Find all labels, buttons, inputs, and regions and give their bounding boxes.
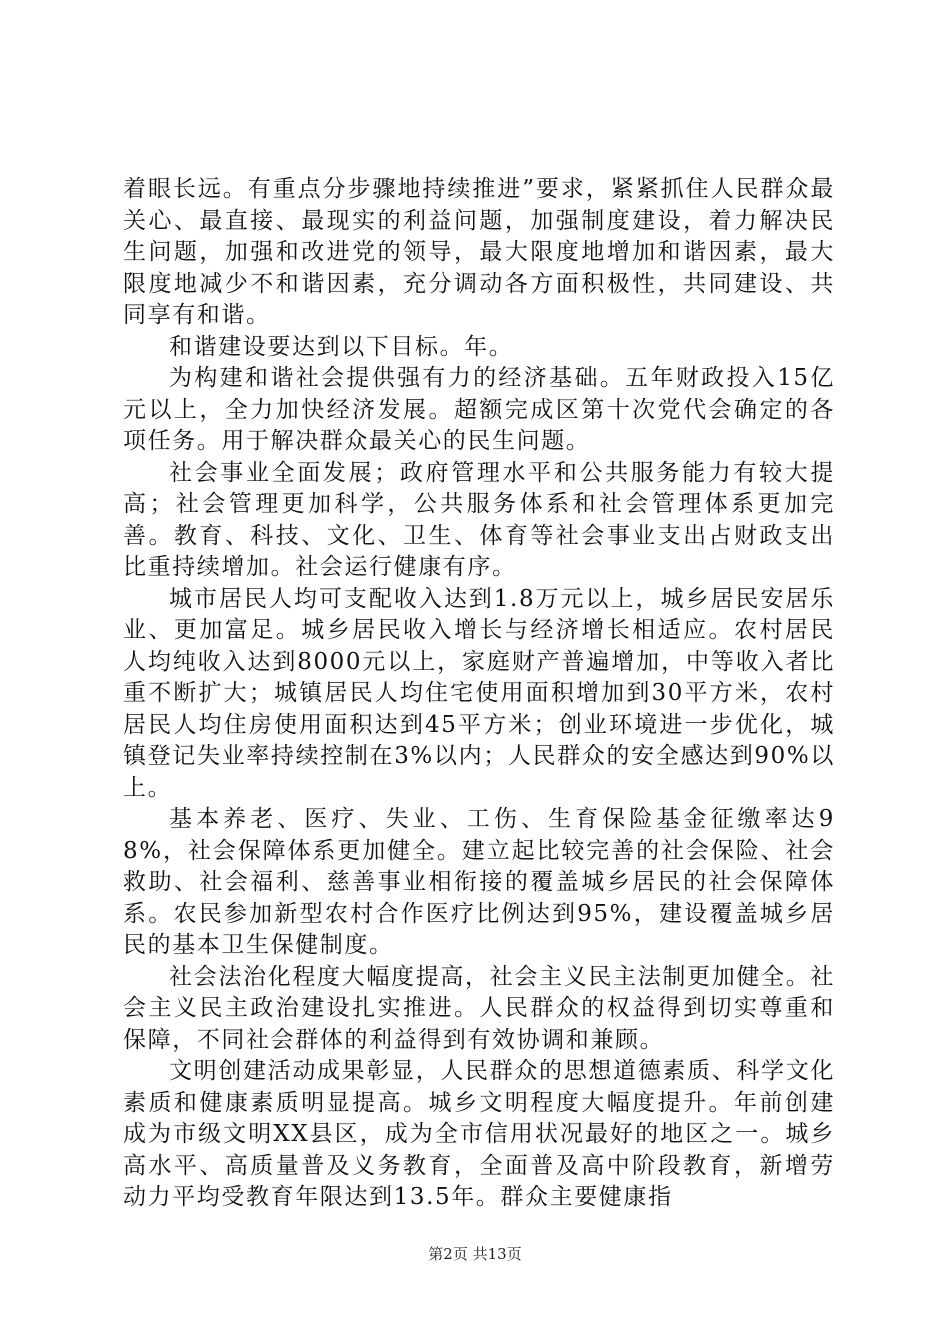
paragraph-6: 基本养老、医疗、失业、工伤、生育保险基金征缴率达98%，社会保障体系更加健全。建立起比较完善的社会保险、社会救助、社会福利、慈善事业相衔接的覆盖城乡居民的社会保障体系。农民参加新型农村合作医疗比例达到95%，建设覆盖城乡居民的基本卫生保健制度。: [123, 806, 835, 958]
paragraph-1: 着眼长远。有重点分步骤地持续推进”要求，紧紧抓住人民群众最关心、最直接、最现实的利益问题，加强制度建设，着力解决民生问题，加强和改进党的领导，最大限度地增加和谐因素，最大限度地减少不和谐因素，充分调动各方面积极性，共同建设、共同享有和谐。: [123, 176, 835, 328]
paragraph-8: 文明创建活动成果彰显，人民群众的思想道德素质、科学文化素质和健康素质明显提高。城乡文明程度大幅度提升。年前创建成为市级文明XX县区，成为全市信用状况最好的地区之一。城乡高水平、高质量普及义务教育，全面普及高中阶段教育，新增劳动力平均受教育年限达到13.5年。群众主要健康指: [123, 1058, 835, 1210]
paragraph-3: 为构建和谐社会提供强有力的经济基础。五年财政投入15亿元以上，全力加快经济发展。超额完成区第十次党代会确定的各项任务。用于解决群众最关心的民生问题。: [123, 365, 835, 454]
paragraph-2: 和谐建设要达到以下目标。年。: [169, 333, 514, 360]
page-footer: 第2页 共13页: [428, 1245, 522, 1263]
document-body: [123, 174, 835, 1214]
paragraph-7: 社会法治化程度大幅度提高，社会主义民主法制更加健全。社会主义民主政治建设扎实推进。人民群众的权益得到切实尊重和保障，不同社会群体的利益得到有效协调和兼顾。: [123, 963, 835, 1053]
paragraph-4: 社会事业全面发展；政府管理水平和公共服务能力有较大提高；社会管理更加科学，公共服务体系和社会管理体系更加完善。教育、科技、文化、卫生、体育等社会事业支出占财政支出比重持续增加。社会运行健康有序。: [123, 459, 835, 580]
paragraph-5: 城市居民人均可支配收入达到1.8万元以上，城乡居民安居乐业、更加富足。城乡居民收入增长与经济增长相适应。农村居民人均纯收入达到8000元以上，家庭财产普遍增加，中等收入者比重不断扩大；城镇居民人均住宅使用面积增加到30平方米，农村居民人均住房使用面积达到45平方米；创业环境进一步优化，城镇登记失业率持续控制在3%以内；人民群众的安全感达到90%以上。: [123, 585, 835, 801]
